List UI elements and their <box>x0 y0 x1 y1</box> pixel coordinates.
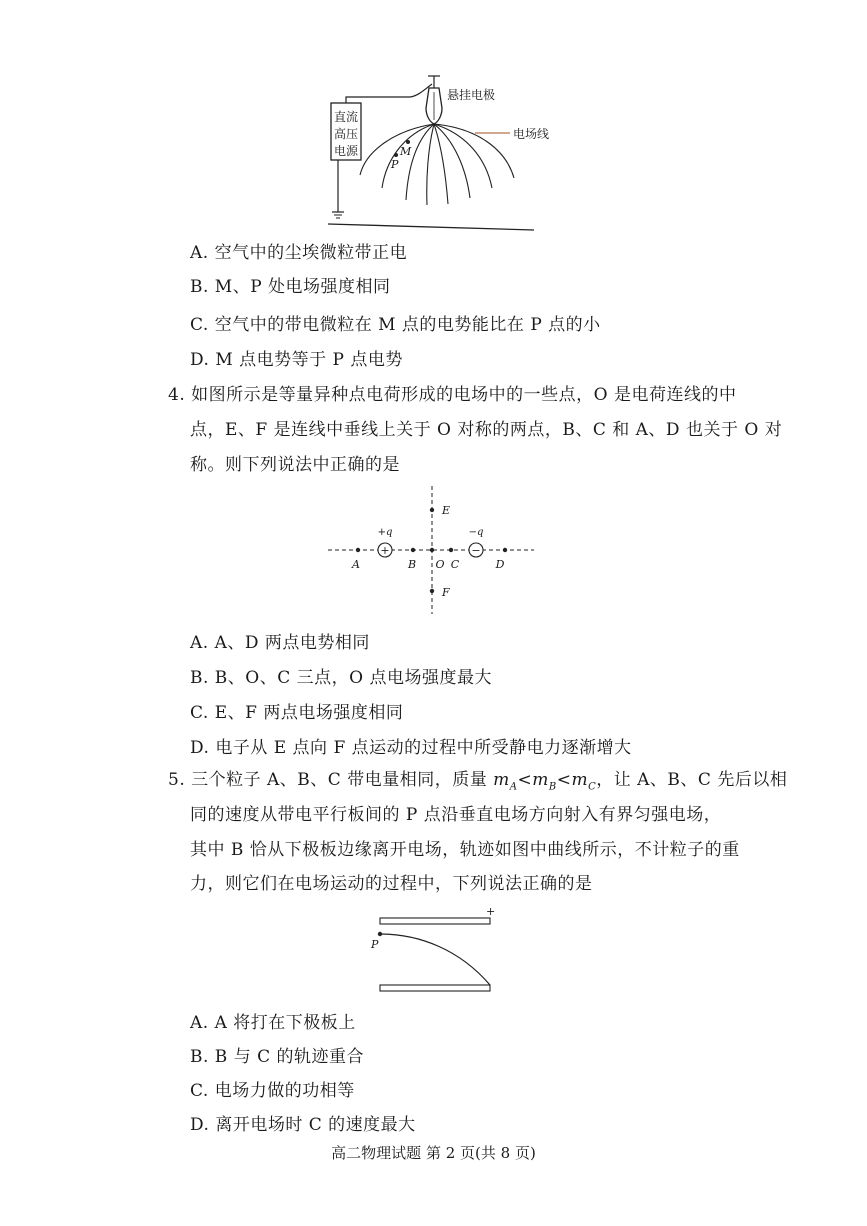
q5-stem-part-a: 5. 三个粒子 A、B、C 带电量相同，质量 <box>168 770 494 790</box>
lower-plate <box>380 985 490 991</box>
point-b-dot <box>411 548 415 552</box>
trajectory-curve <box>380 934 490 985</box>
q4-option-a: A. A、D 两点电势相同 <box>190 633 370 653</box>
q4-stem-line-1: 4. 如图所示是等量异种点电荷形成的电场中的一些点，O 是电荷连线的中 <box>168 385 737 405</box>
point-d-dot <box>503 548 507 552</box>
positive-charge-symbol: + <box>380 544 390 557</box>
field-lines <box>360 124 514 205</box>
parallel-plates-figure <box>0 900 867 1000</box>
point-m-label: M <box>400 145 412 158</box>
point-d-label: D <box>495 558 505 571</box>
point-f-dot <box>430 589 434 593</box>
upper-plate-plus: + <box>486 905 496 918</box>
q4-option-b: B. B、O、C 三点，O 点电场强度最大 <box>190 668 492 688</box>
q5-option-d: D. 离开电场时 C 的速度最大 <box>190 1115 416 1135</box>
point-e-label: E <box>442 504 451 517</box>
point-c-dot <box>449 548 453 552</box>
charge-pair-figure <box>0 480 867 620</box>
negative-charge-symbol: − <box>471 544 481 557</box>
ground-plate <box>328 224 534 230</box>
positive-charge-label: +q <box>377 527 393 538</box>
fieldline-label: 电场线 <box>513 127 550 141</box>
upper-plate <box>380 918 490 924</box>
mass-relation: $m_A<m_B<m_C$ <box>493 770 597 793</box>
electrode-field-figure <box>0 0 867 240</box>
q5-stem-line-4: 力，则它们在电场运动的过程中，下列说法正确的是 <box>190 874 593 894</box>
point-p-label: P <box>371 938 379 951</box>
point-p-dot <box>394 153 398 157</box>
power-source-label-1: 直流 <box>334 110 359 124</box>
point-a-dot <box>356 548 360 552</box>
q5-option-a: A. A 将打在下极板上 <box>190 1013 356 1033</box>
q5-stem-part-b: ，让 A、B、C 先后以相 <box>596 770 788 790</box>
negative-charge-label: −q <box>468 527 484 538</box>
q5-stem-line-2: 同的速度从带电平行板间的 P 点沿垂直电场方向射入有界匀强电场， <box>190 805 722 825</box>
point-f-label: F <box>442 586 450 599</box>
point-b-label: B <box>407 558 417 571</box>
q4-option-d: D. 电子从 E 点向 F 点运动的过程中所受静电力逐渐增大 <box>190 738 632 758</box>
point-a-label: A <box>352 558 360 571</box>
q4-option-c: C. E、F 两点电场强度相同 <box>190 703 404 723</box>
q4-stem-line-2: 点，E、F 是连线中垂线上关于 O 对称的两点，B、C 和 A、D 也关于 O 对 <box>190 420 783 440</box>
q5-stem-line-1 <box>168 765 787 792</box>
point-p-label: P <box>391 158 399 171</box>
wire-to-electrode <box>346 84 432 103</box>
q3-option-a: A. 空气中的尘埃微粒带正电 <box>190 243 408 263</box>
point-c-label: C <box>450 558 460 571</box>
q5-stem-line-3: 其中 B 恰从下极板边缘离开电场，轨迹如图中曲线所示，不计粒子的重 <box>190 840 740 860</box>
q3-option-b: B. M、P 处电场强度相同 <box>190 277 391 297</box>
q3-option-d: D. M 点电势等于 P 点电势 <box>190 350 403 370</box>
q4-stem-line-3: 称。则下列说法中正确的是 <box>190 455 400 475</box>
power-source-label-2: 高压 <box>334 127 359 141</box>
q5-option-b: B. B 与 C 的轨迹重合 <box>190 1047 365 1067</box>
q3-option-c: C. 空气中的带电微粒在 M 点的电势能比在 P 点的小 <box>190 315 601 335</box>
q5-option-c: C. 电场力做的功相等 <box>190 1081 355 1101</box>
power-source-label-3: 电源 <box>334 144 359 158</box>
page-footer: 高二物理试题 第 2 页(共 8 页) <box>331 1144 536 1162</box>
electrode-label: 悬挂电极 <box>447 88 496 102</box>
point-e-dot <box>430 508 434 512</box>
point-m-dot <box>406 140 410 144</box>
point-o-dot <box>430 548 434 552</box>
point-o-label: O <box>435 558 445 571</box>
